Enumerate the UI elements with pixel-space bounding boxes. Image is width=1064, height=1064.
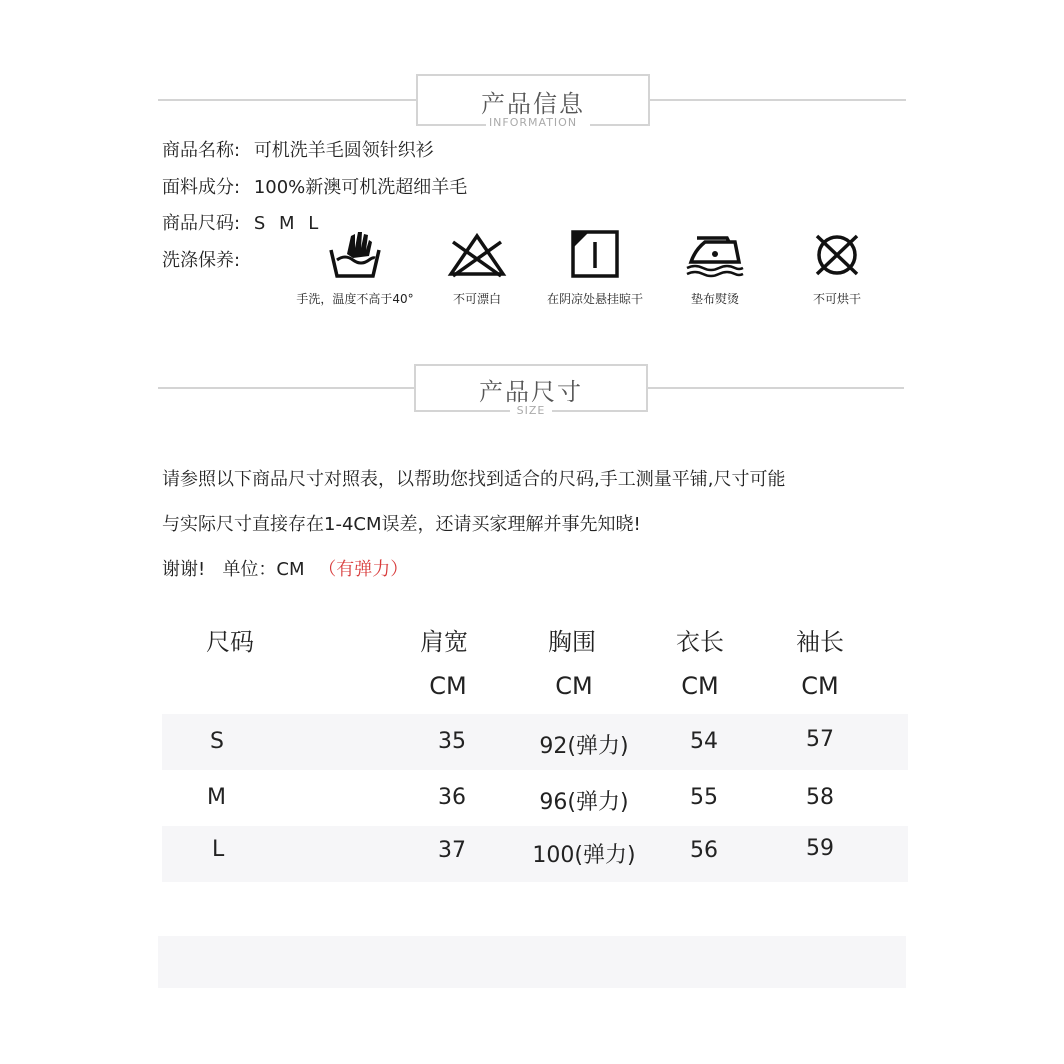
table-cell: 54	[690, 729, 718, 754]
table-unit: CM	[429, 672, 467, 700]
divider	[158, 387, 414, 389]
table-cell: 96(弹力)	[539, 790, 629, 815]
size-note-line1: 请参照以下商品尺寸对照表，以帮助您找到适合的尺码,手工测量平铺,尺寸可能	[162, 469, 786, 490]
table-header-chest: 胸围	[548, 628, 596, 656]
info-row-fabric	[162, 173, 467, 199]
table-header-shoulder: 肩宽	[420, 628, 468, 656]
info-row-name	[162, 136, 434, 162]
care-item-no-dry	[762, 228, 912, 307]
size-note-line3	[162, 555, 408, 581]
table-cell: 36	[438, 785, 466, 810]
care-label: 手洗，温度不高于40°	[296, 292, 414, 306]
care-label: 垫布熨烫	[690, 292, 739, 306]
no-bleach-icon	[445, 228, 509, 280]
table-header-size: 尺码	[206, 628, 254, 656]
info-label: 洗涤保养:	[162, 250, 241, 271]
table-cell: 37	[438, 838, 466, 863]
header-frame	[414, 364, 648, 417]
table-cell: 58	[806, 785, 834, 810]
frame-bottom-right	[552, 410, 648, 412]
divider	[646, 387, 904, 389]
section-title: 产品尺寸	[479, 378, 583, 406]
table-cell: M	[207, 785, 226, 810]
care-label: 不可烘干	[812, 292, 861, 306]
divider	[648, 99, 906, 101]
table-cell: 59	[806, 836, 834, 861]
size-note-line2: 与实际尺寸直接存在1-4CM误差，还请买家理解并事先知晓!	[162, 514, 641, 535]
info-value: 100%新澳可机洗超细羊毛	[253, 177, 468, 198]
care-label: 不可漂白	[452, 292, 501, 306]
divider	[158, 99, 416, 101]
care-label: 在阴凉处悬挂晾干	[546, 292, 643, 306]
hand-wash-icon	[325, 228, 385, 280]
table-cell: 100(弹力)	[532, 843, 636, 868]
info-label: 面料成分:	[162, 177, 241, 198]
info-value: S M L	[253, 213, 323, 234]
table-cell: 56	[690, 838, 718, 863]
unit-text: 谢谢! 单位：CM	[162, 559, 305, 580]
table-cell: 92(弹力)	[539, 734, 629, 759]
line-dry-shade-icon	[567, 228, 623, 280]
header-frame	[416, 74, 650, 129]
table-unit: CM	[681, 672, 719, 700]
info-value: 可机洗羊毛圆领针织衫	[253, 140, 434, 161]
table-header-sleeve: 袖长	[796, 628, 844, 656]
no-tumble-dry-icon	[807, 228, 867, 280]
info-label: 商品尺码:	[162, 213, 241, 234]
table-header-length: 衣长	[676, 628, 724, 656]
elastic-note: （有弹力）	[318, 559, 409, 580]
table-cell: L	[212, 837, 225, 862]
info-row-care	[162, 246, 240, 272]
section-title: 产品信息	[481, 90, 585, 118]
table-unit: CM	[801, 672, 839, 700]
table-cell: 55	[690, 785, 718, 810]
table-cell: 35	[438, 729, 466, 754]
info-label: 商品名称:	[162, 140, 241, 161]
table-cell: S	[210, 729, 224, 754]
section-subtitle: SIZE	[516, 404, 546, 417]
section-subtitle: INFORMATION	[488, 116, 578, 129]
table-cell: 57	[806, 727, 834, 752]
frame-bottom-right	[590, 124, 650, 126]
frame-bottom-left	[414, 410, 510, 412]
table-unit: CM	[555, 672, 593, 700]
iron-with-cloth-icon	[683, 228, 747, 280]
frame-bottom-left	[416, 124, 486, 126]
footer-band	[158, 936, 906, 988]
